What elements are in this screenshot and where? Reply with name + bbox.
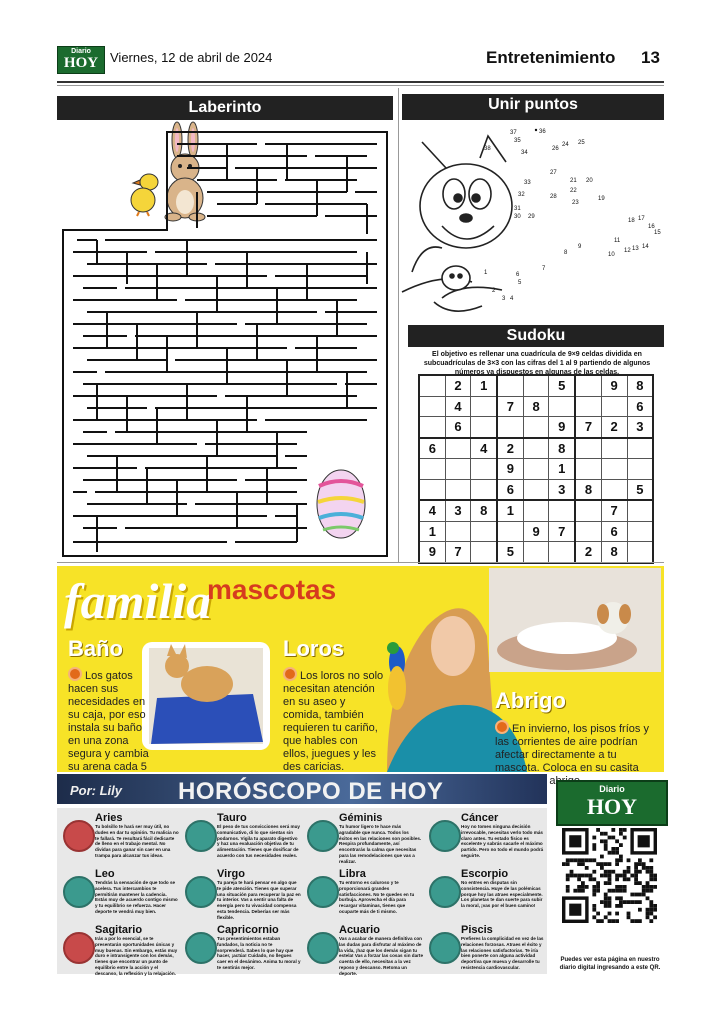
sudoku-cell <box>523 542 549 563</box>
sudoku-cell <box>471 521 497 542</box>
sudoku-cell <box>445 521 471 542</box>
svg-text:23: 23 <box>572 200 579 206</box>
horoscope-sign-géminis <box>305 810 423 864</box>
sudoku-title: Sudoku <box>408 325 664 347</box>
zodiac-icon <box>185 876 217 908</box>
sudoku-cell <box>523 459 549 480</box>
sudoku-cell: 1 <box>471 375 497 396</box>
sign-name: Aries <box>95 812 123 824</box>
sudoku-cell: 8 <box>471 500 497 521</box>
sign-name: Escorpio <box>461 868 509 880</box>
sudoku-cell <box>497 417 523 438</box>
section-title: Entretenimiento <box>486 48 616 67</box>
sign-text: Tu humor ligero te hace más agradable que nunca. Todos los éxitos en las relaciones son posibles. Respira profundamente, así encontrarás la calma que necesitas para las remodelaciones que vas a realizar. <box>339 824 422 864</box>
maze-title: Laberinto <box>57 96 393 120</box>
sudoku-cell <box>549 396 575 417</box>
sudoku-cell <box>523 500 549 521</box>
sudoku-cell <box>575 521 601 542</box>
sudoku-cell <box>419 396 445 417</box>
sudoku-cell <box>445 479 471 500</box>
svg-text:9: 9 <box>578 244 582 250</box>
sign-text: Prefieres la complicidad en vez de las relaciones forzosas. Atraes el éxito y las relaciones satisfactorias. Te iría bien ponerte con alguna actividad deportiva que mueva y desarrolle tu resistencia cardiovascular. <box>461 936 544 970</box>
zodiac-icon <box>429 820 461 852</box>
sudoku-cell: 6 <box>601 521 627 542</box>
sudoku-cell <box>627 542 653 563</box>
zodiac-icon <box>63 876 95 908</box>
svg-text:18: 18 <box>628 218 635 224</box>
svg-text:27: 27 <box>550 170 557 176</box>
sudoku-cell: 7 <box>575 417 601 438</box>
sudoku-cell <box>575 375 601 396</box>
logo-small-text: Diario <box>71 48 91 55</box>
sign-name: Virgo <box>217 868 245 880</box>
horoscope-sign-aries <box>61 810 179 864</box>
sudoku-cell: 5 <box>549 375 575 396</box>
sudoku-cell: 8 <box>627 375 653 396</box>
section-rule <box>57 562 664 563</box>
sudoku-cell: 4 <box>445 396 471 417</box>
sudoku-row <box>419 438 653 459</box>
connect-dots-illustration <box>402 122 664 320</box>
sudoku-cell: 8 <box>601 542 627 563</box>
svg-text:6: 6 <box>516 272 520 278</box>
sudoku-cell <box>471 479 497 500</box>
loros-text <box>283 667 385 774</box>
pets-title-familia: familia <box>64 573 212 629</box>
svg-text:37: 37 <box>510 130 517 136</box>
svg-text:36: 36 <box>539 129 546 135</box>
sudoku-grid <box>418 374 654 564</box>
connect-dots-title: Unir puntos <box>402 94 664 120</box>
sudoku-cell <box>497 521 523 542</box>
sudoku-row <box>419 521 653 542</box>
diario-hoy-logo <box>57 46 105 74</box>
sudoku-cell <box>575 459 601 480</box>
zodiac-icon <box>429 876 461 908</box>
sudoku-row <box>419 459 653 480</box>
sudoku-cell: 7 <box>497 396 523 417</box>
sudoku-cell: 6 <box>445 417 471 438</box>
sign-text: Tu entorno es caluroso y te proporcionará grandes satisfacciones. No te quedes en tu burbuja. Aprovecha el día para recargar vitaminas, tienes que ocuparte más de ti mismo. <box>339 880 415 914</box>
sudoku-cell: 7 <box>445 542 471 563</box>
sign-name: Tauro <box>217 812 247 824</box>
column-divider <box>398 88 399 562</box>
sudoku-cell <box>575 438 601 459</box>
sudoku-cell: 2 <box>497 438 523 459</box>
sudoku-cell: 6 <box>497 479 523 500</box>
svg-text:1: 1 <box>484 270 488 276</box>
dog-bed-photo <box>489 568 661 672</box>
sudoku-cell: 9 <box>497 459 523 480</box>
sudoku-cell: 9 <box>601 375 627 396</box>
svg-text:8: 8 <box>564 250 568 256</box>
svg-text:3: 3 <box>502 296 506 302</box>
horoscope-author: Por: Lily <box>70 783 123 798</box>
horoscope-sign-virgo <box>183 866 301 920</box>
sudoku-row <box>419 500 653 521</box>
sudoku-row <box>419 375 653 396</box>
svg-text:31: 31 <box>514 206 521 212</box>
sudoku-cell <box>627 500 653 521</box>
zodiac-icon <box>307 876 339 908</box>
cat-drawing <box>402 136 512 311</box>
zodiac-icon <box>63 820 95 852</box>
sign-name: Géminis <box>339 812 383 824</box>
sudoku-cell <box>471 542 497 563</box>
svg-text:15: 15 <box>654 230 661 236</box>
header-rule <box>57 81 664 83</box>
sudoku-cell <box>419 417 445 438</box>
svg-text:34: 34 <box>521 150 528 156</box>
rabbit-icon <box>165 122 205 221</box>
badge-small-text: Diario <box>599 784 625 794</box>
sudoku-cell: 8 <box>575 479 601 500</box>
sudoku-cell: 5 <box>627 479 653 500</box>
zodiac-icon <box>307 820 339 852</box>
maze-illustration <box>57 124 393 560</box>
svg-text:16: 16 <box>648 224 655 230</box>
sudoku-cell <box>627 521 653 542</box>
svg-text:30: 30 <box>514 214 521 220</box>
svg-text:28: 28 <box>550 194 557 200</box>
sudoku-cell <box>549 500 575 521</box>
abrigo-heading: Abrigo <box>495 688 566 713</box>
sudoku-cell: 1 <box>497 500 523 521</box>
sign-text: Tendrás la sensación de que todo se acelera. Tus intercambios te permitirán mantener la cadencia. Estás muy de acuerdo contigo mismo y tu equilibrio se refuerza. Hacer deporte te vendrá muy bien. <box>95 880 178 914</box>
qr-caption: Puedes ver esta página en nuestro diario digital ingresando a este QR. <box>559 957 661 971</box>
sudoku-cell <box>471 459 497 480</box>
bano-heading: Baño <box>68 636 123 661</box>
zodiac-icon <box>185 932 217 964</box>
sudoku-cell <box>523 375 549 396</box>
svg-text:33: 33 <box>524 180 531 186</box>
issue-date: Viernes, 12 de abril de 2024 <box>110 50 273 65</box>
bullet-icon <box>283 667 297 681</box>
sudoku-cell <box>523 438 549 459</box>
sudoku-cell <box>471 417 497 438</box>
sudoku-row <box>419 396 653 417</box>
sudoku-cell: 9 <box>549 417 575 438</box>
sudoku-cell <box>627 459 653 480</box>
sign-name: Capricornio <box>217 924 279 936</box>
sign-text: Vas a acabar de manera definitiva con las dudas para disfrutar al máximo de la vida, ¡haz que los demás sigan tu estela! Vas a forzar las cosas sin darte cuenta de ello, necesitas a la vez reposo y descanso. Retoma un deporte. <box>339 936 424 976</box>
svg-text:13: 13 <box>632 246 639 252</box>
sign-text: No entres en disputas sin consistencia. Huye de las polémicas porque hoy las atraes especialmente. Los planetas te dan suerte para subir la moral, ¡vas por el buen camino! <box>461 880 543 909</box>
sudoku-cell: 3 <box>549 479 575 500</box>
pets-title-mascotas: mascotas <box>207 574 337 605</box>
sign-text: Irás a por lo esencial, se te presentarán oportunidades únicas y muy buenas. Sin embargo, estás muy duro e intransigente con los demás, tienes que encontrar un punto de equilibrio entre la acción y el descanso, la reflexión y la relajación. <box>95 936 178 976</box>
sudoku-cell: 7 <box>549 521 575 542</box>
sudoku-cell <box>575 396 601 417</box>
sudoku-cell <box>601 459 627 480</box>
sudoku-cell: 8 <box>523 396 549 417</box>
bano-body: Los gatos hacen sus necesidades en su caja, por eso instala su baño en una zona segura y cambia su arena cada 5 <box>68 670 149 773</box>
sudoku-cell <box>497 375 523 396</box>
sudoku-cell: 8 <box>549 438 575 459</box>
sudoku-row <box>419 542 653 563</box>
pets-panel <box>57 566 664 772</box>
bullet-icon <box>68 667 82 681</box>
sudoku-cell <box>549 542 575 563</box>
diario-hoy-badge <box>556 780 668 826</box>
sudoku-cell: 4 <box>419 500 445 521</box>
sudoku-cell: 6 <box>419 438 445 459</box>
badge-big-text: HOY <box>586 794 638 819</box>
svg-text:25: 25 <box>578 140 585 146</box>
svg-text:17: 17 <box>638 216 645 222</box>
svg-text:7: 7 <box>542 266 546 272</box>
sudoku-cell <box>575 500 601 521</box>
svg-text:35: 35 <box>514 138 521 144</box>
sign-name: Libra <box>339 868 366 880</box>
sudoku-cell: 6 <box>627 396 653 417</box>
horoscope-sign-tauro <box>183 810 301 864</box>
sudoku-cell <box>601 396 627 417</box>
svg-text:11: 11 <box>614 238 621 244</box>
page-number: 13 <box>641 48 660 67</box>
sudoku-cell <box>445 459 471 480</box>
sudoku-row <box>419 417 653 438</box>
sudoku-cell <box>445 438 471 459</box>
sudoku-cell <box>419 479 445 500</box>
easter-egg-icon <box>317 470 365 538</box>
zodiac-icon <box>63 932 95 964</box>
sign-name: Acuario <box>339 924 380 936</box>
horoscope-sign-sagitario <box>61 922 179 976</box>
svg-text:38: 38 <box>484 146 491 152</box>
loros-heading: Loros <box>283 636 345 661</box>
bullet-icon <box>495 720 509 734</box>
zodiac-icon <box>185 820 217 852</box>
sign-name: Sagitario <box>95 924 143 936</box>
sudoku-cell: 9 <box>523 521 549 542</box>
sudoku-cell <box>523 479 549 500</box>
svg-text:29: 29 <box>528 214 535 220</box>
sign-text: El peso de tus convicciones será muy comunicativo, di lo que sientas sin podarnos. Vigila tu aparato digestivo y haz una evaluación objetiva de tu alimentación. Tienes que dosificar de acuerdo con tus necesidades reales. <box>217 824 300 858</box>
horoscope-sign-libra <box>305 866 423 920</box>
chick-icon <box>131 174 158 216</box>
sign-name: Leo <box>95 868 115 880</box>
abrigo-body: En invierno, los pisos fríos y las corrientes de aire podrían afectar directamente a tu mascota. Coloca en su casita <box>495 723 649 774</box>
sudoku-cell: 2 <box>445 375 471 396</box>
bano-text <box>68 667 150 787</box>
sign-text: Tus presentimientos estaban fundados, la noticia no te sorprenderá. Sabes lo que hay que hacer, ¡actúa! Cuidado, no llegues caer en el desánimo. Anima tu moral y te sentirás mejor. <box>217 936 301 970</box>
horoscope-sign-capricornio <box>183 922 301 976</box>
zodiac-icon <box>429 932 461 964</box>
qr-code-icon[interactable] <box>562 828 658 952</box>
svg-text:26: 26 <box>552 146 559 152</box>
sudoku-cell <box>419 375 445 396</box>
sudoku-cell: 2 <box>601 417 627 438</box>
horoscope-sign-acuario <box>305 922 423 976</box>
horoscope-grid <box>57 808 547 974</box>
cat-litter-photo <box>142 642 270 750</box>
svg-text:2: 2 <box>492 288 496 294</box>
sudoku-cell: 2 <box>575 542 601 563</box>
sudoku-cell <box>419 459 445 480</box>
svg-text:12: 12 <box>624 248 631 254</box>
sudoku-row <box>419 479 653 500</box>
svg-text:4: 4 <box>510 296 514 302</box>
svg-text:14: 14 <box>642 244 649 250</box>
loros-body: Los loros no solo necesitan atención en su aseo y comida, también requieren tu cariño, que hables con ellos, juegues y les des caricias. <box>283 670 384 773</box>
sudoku-cell <box>627 438 653 459</box>
sudoku-cell: 4 <box>471 438 497 459</box>
sign-name: Piscis <box>461 924 493 936</box>
sudoku-cell: 3 <box>445 500 471 521</box>
sudoku-cell: 7 <box>601 500 627 521</box>
sudoku-cell: 3 <box>627 417 653 438</box>
sign-text: Hoy no tomes ninguna decisión irrevocable, necesitas verlo todo más claro antes. Tu estado físico es excelente y sabrás sacarle el máximo partido. Pero no todo el mundo podrá seguirte. <box>461 824 544 858</box>
svg-text:20: 20 <box>586 178 593 184</box>
sign-text: Tu pareja te hará pensar en algo que te pide atención. Tienes que superar una situación para recuperar la paz en tu interior. Vas a sentir una falta de energía pero tu vivacidad compensa esta tendencia. Deberías ser más flexible. <box>217 880 301 920</box>
svg-text:32: 32 <box>518 192 525 198</box>
sign-text: Tu bolsillo te hará ser muy útil, no dudes en dar tu opinión. Tu malicia no te fallará. Te resultará fácil dedicarte de lleno en el trabajo mental. No dividas para ganar sin caer en una trampa para alcanzar tus ideas. <box>95 824 179 858</box>
svg-text:22: 22 <box>570 188 577 194</box>
sudoku-cell <box>601 479 627 500</box>
svg-text:19: 19 <box>598 196 605 202</box>
horoscope-sign-cáncer <box>427 810 545 864</box>
svg-text:24: 24 <box>562 142 569 148</box>
svg-text:10: 10 <box>608 252 615 258</box>
logo-big-text: HOY <box>63 55 99 71</box>
sudoku-cell: 1 <box>419 521 445 542</box>
sudoku-cell: 1 <box>549 459 575 480</box>
sudoku-instructions: El objetivo es rellenar una cuadrícula de 9×9 celdas dividida en subcuadrículas de 3×3 con las cifras del 1 al 9 partiendo de algunos números ya dispuestos en algunas de las celdas. <box>423 351 651 376</box>
sudoku-cell: 9 <box>419 542 445 563</box>
sudoku-cell <box>523 417 549 438</box>
header-rule-thin <box>57 85 664 86</box>
sudoku-cell <box>601 438 627 459</box>
sudoku-cell: 5 <box>497 542 523 563</box>
svg-text:21: 21 <box>570 178 577 184</box>
horoscope-sign-piscis <box>427 922 545 976</box>
horoscope-sign-escorpio <box>427 866 545 920</box>
sudoku-cell <box>471 396 497 417</box>
svg-text:5: 5 <box>518 280 522 286</box>
zodiac-icon <box>307 932 339 964</box>
horoscope-sign-leo <box>61 866 179 920</box>
sign-name: Cáncer <box>461 812 499 824</box>
horoscope-title: HORÓSCOPO DE HOY <box>178 778 444 805</box>
